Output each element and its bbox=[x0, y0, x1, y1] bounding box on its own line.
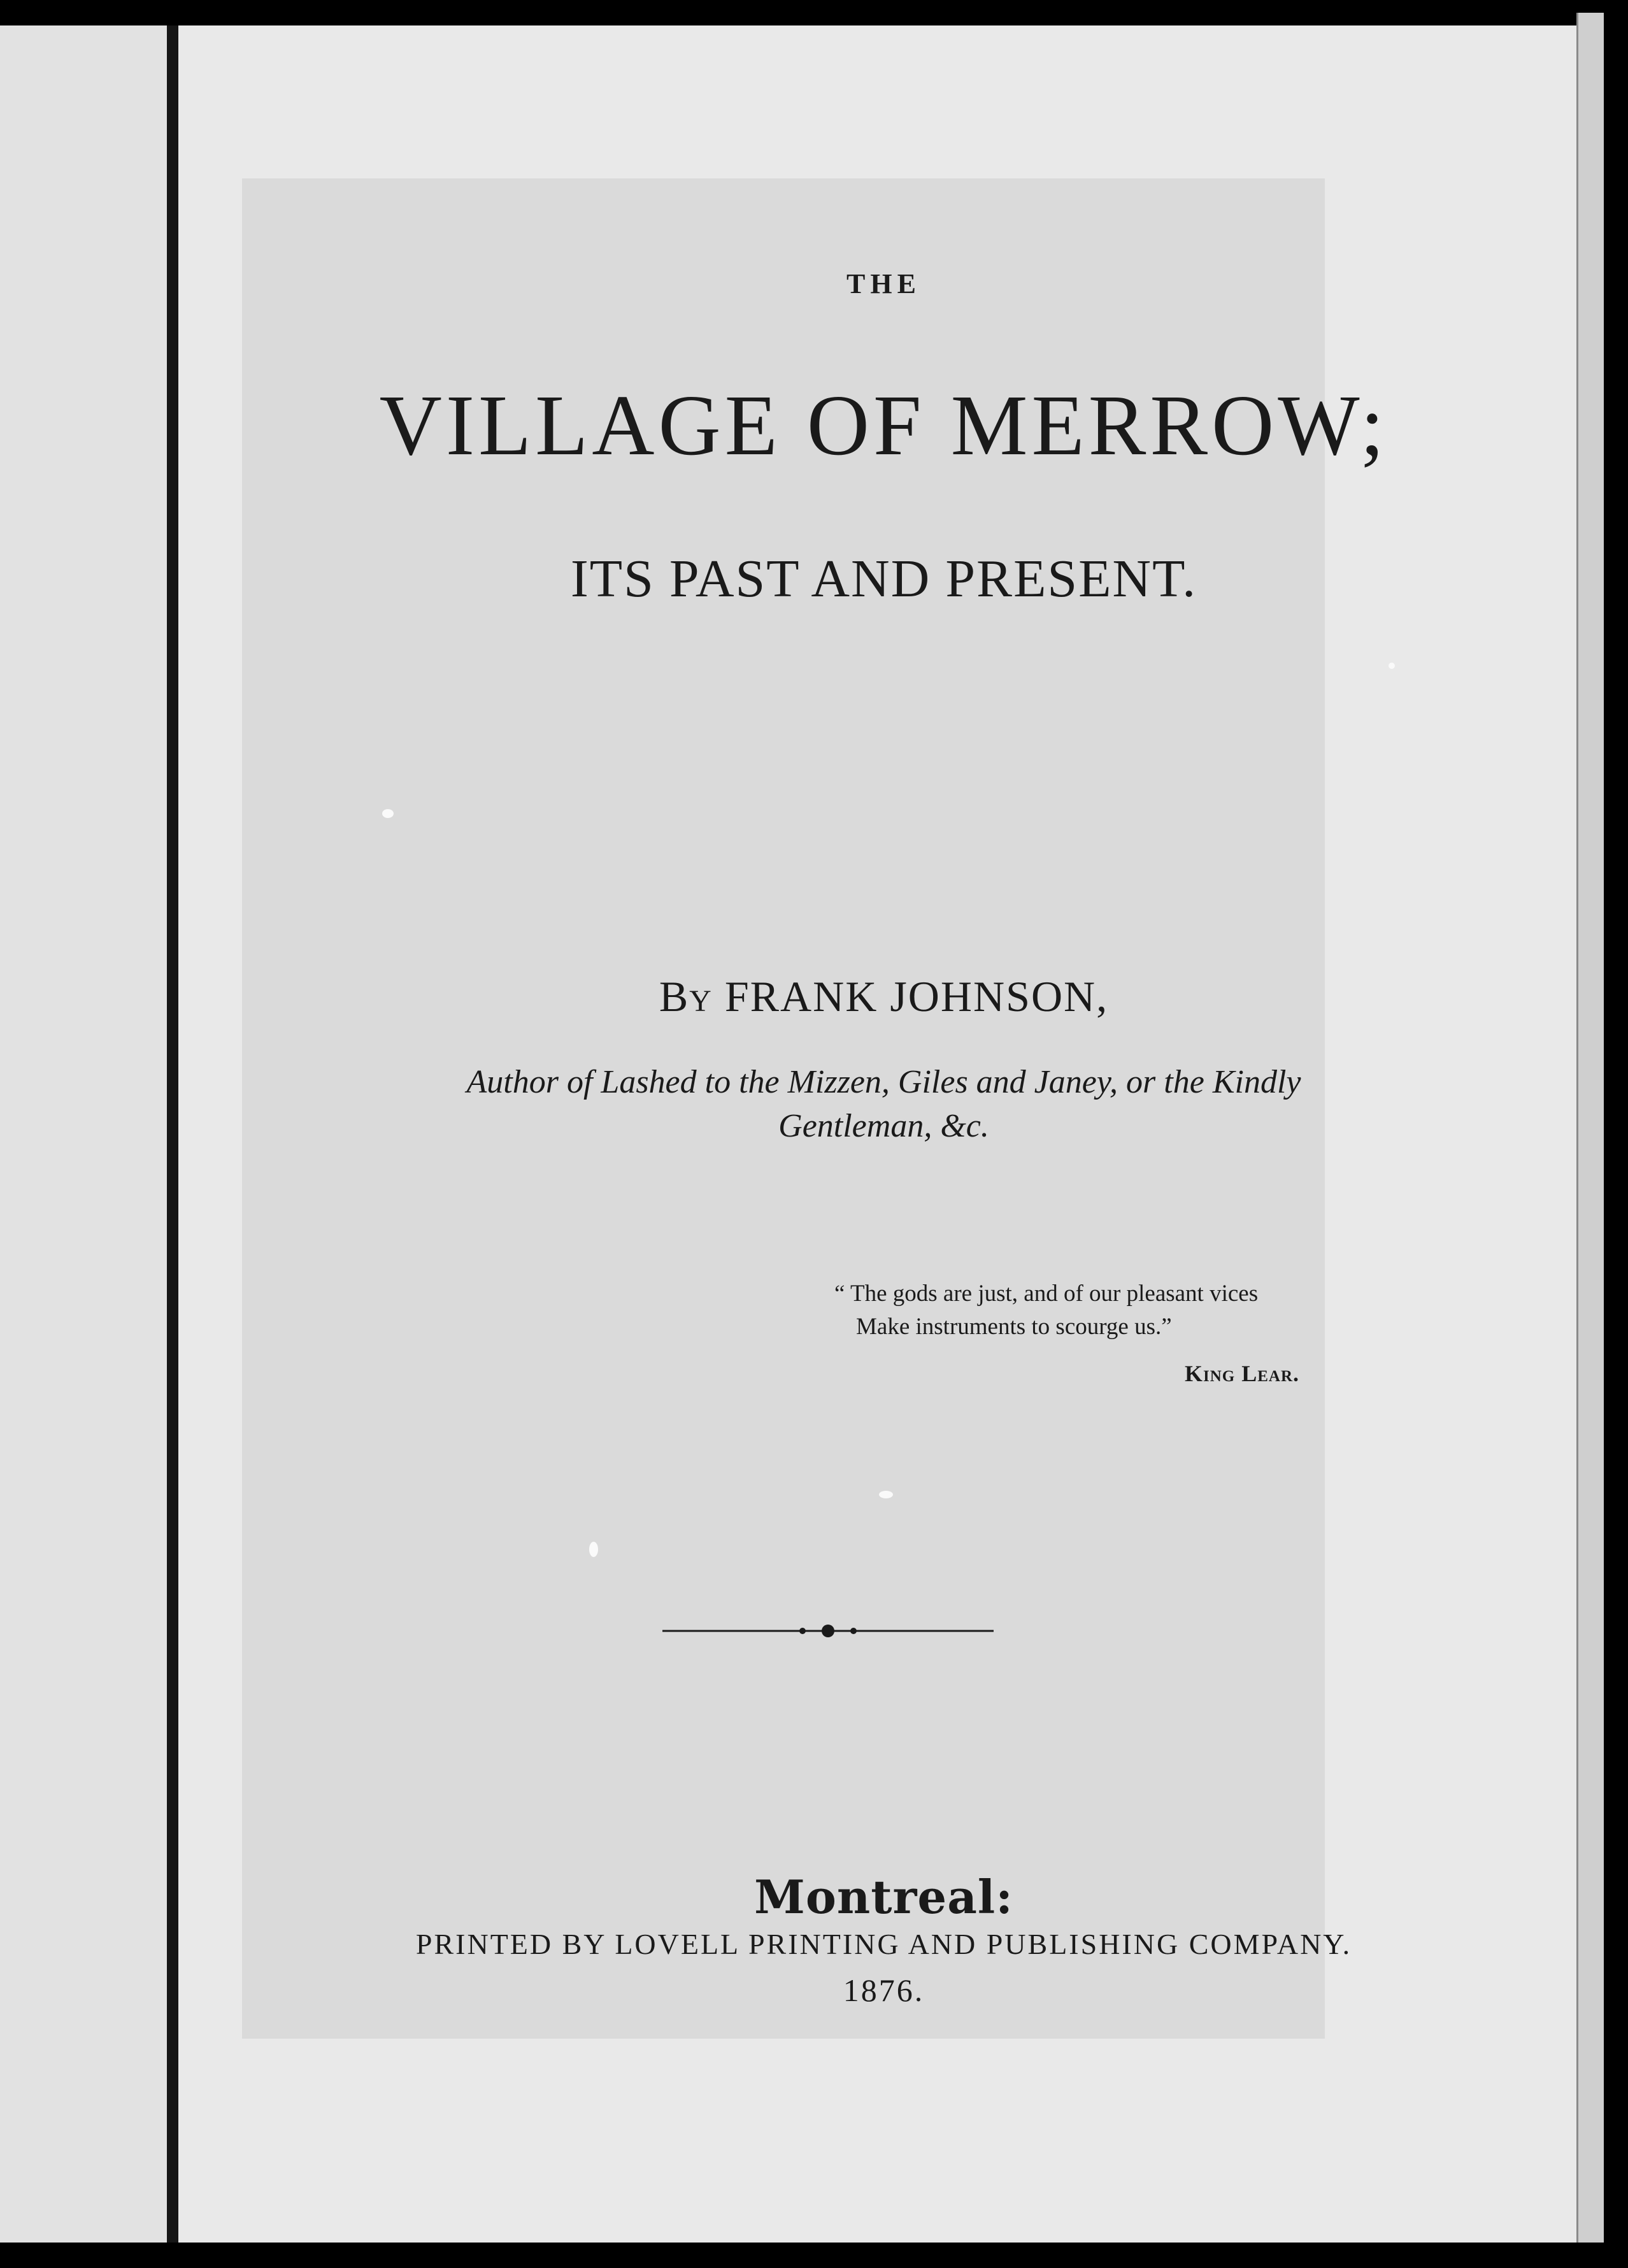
epigraph bbox=[834, 1277, 1318, 1344]
facing-page-edge bbox=[0, 25, 167, 2243]
publisher: PRINTED BY LOVELL PRINTING AND PUBLISHING COMPANY. bbox=[415, 1928, 1352, 1960]
book-subtitle: ITS PAST AND PRESENT. bbox=[570, 549, 1197, 608]
ornament-divider-icon bbox=[662, 1615, 994, 1647]
paper-speck bbox=[382, 809, 394, 818]
publication-place: Montreal: bbox=[754, 1870, 1013, 1924]
paper-speck bbox=[879, 1491, 893, 1498]
publication-year: 1876. bbox=[843, 1972, 925, 2008]
paper-speck bbox=[589, 1542, 598, 1557]
author-line bbox=[178, 972, 1589, 1022]
epigraph-line-2: Make instruments to scourge us.” bbox=[856, 1313, 1172, 1340]
epigraph-line-1: “ The gods are just, and of our pleasant vices bbox=[834, 1281, 1259, 1307]
paper-speck bbox=[1389, 663, 1395, 669]
author-other-works: Author of Lashed to the Mizzen, Giles and Janey, or the Kindly Gentleman, &c. bbox=[466, 1064, 1301, 1144]
author-by: By bbox=[659, 972, 713, 1021]
book-gutter bbox=[167, 25, 180, 2243]
book-title: VILLAGE OF MERROW; bbox=[379, 378, 1389, 473]
epigraph-source: King Lear. bbox=[1184, 1361, 1299, 1386]
title-article: THE bbox=[846, 268, 921, 299]
author-name: FRANK JOHNSON, bbox=[724, 972, 1109, 1021]
